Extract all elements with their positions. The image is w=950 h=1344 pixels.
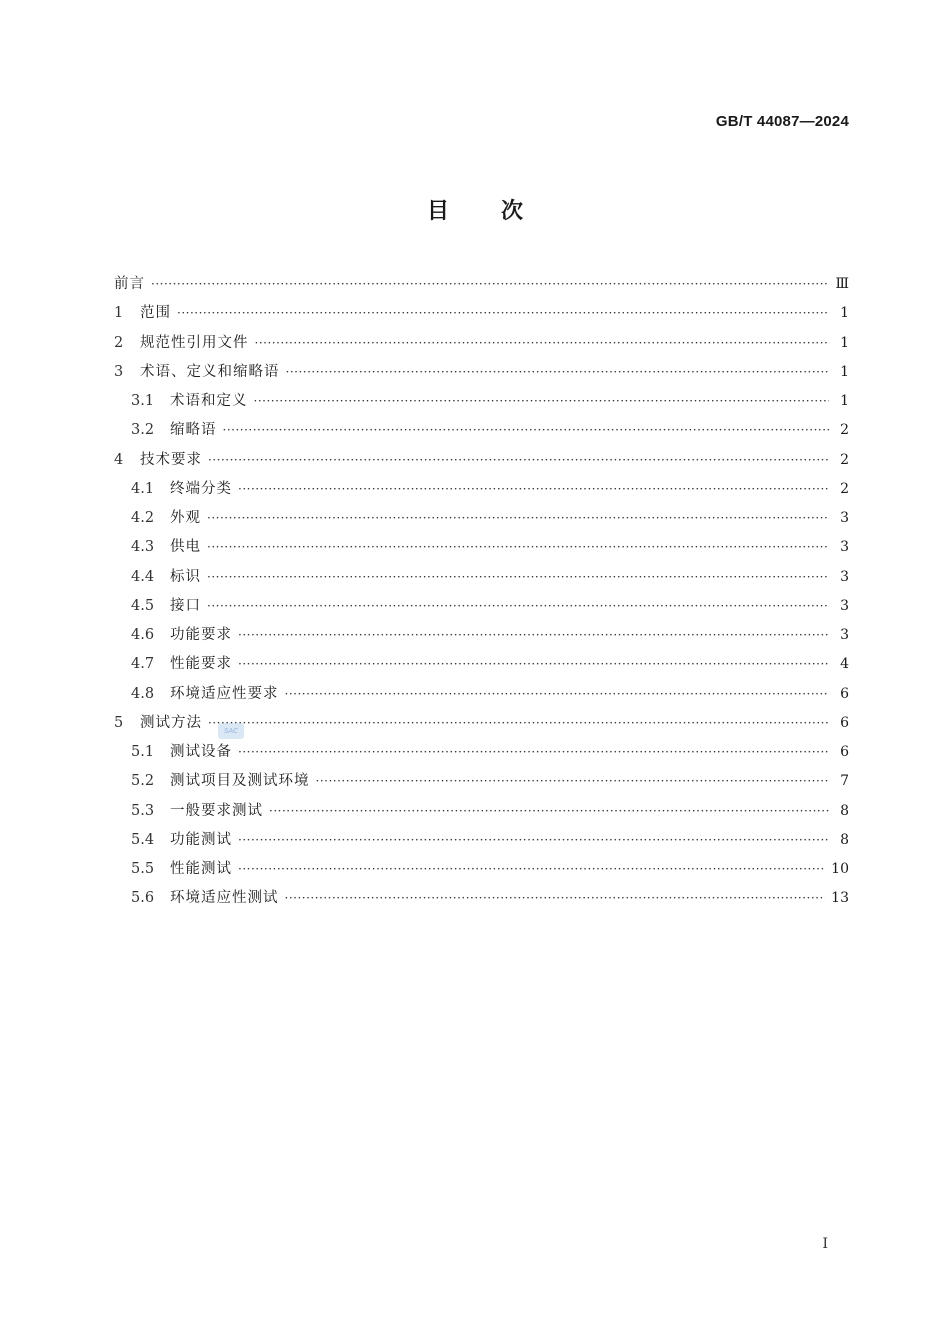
toc-entry-page: 6 bbox=[840, 714, 849, 731]
toc-entry-number: 4.4 bbox=[131, 568, 155, 585]
toc-entry[interactable] bbox=[114, 797, 849, 826]
toc-entry-page: 3 bbox=[840, 597, 849, 614]
toc-entry[interactable] bbox=[114, 738, 849, 767]
toc-leader-dots bbox=[207, 563, 829, 592]
toc-leader-dots bbox=[207, 592, 829, 621]
toc-entry[interactable] bbox=[114, 650, 849, 679]
table-of-contents bbox=[114, 270, 849, 914]
toc-entry-number: 4.8 bbox=[131, 685, 155, 702]
toc-entry[interactable] bbox=[114, 563, 849, 592]
toc-entry-number: 4.5 bbox=[131, 597, 155, 614]
toc-entry-page: Ⅲ bbox=[835, 276, 849, 292]
toc-entry[interactable] bbox=[114, 884, 849, 913]
toc-leader-dots bbox=[208, 709, 829, 738]
page-title: 目次 bbox=[426, 199, 575, 224]
toc-leader-dots bbox=[269, 797, 829, 826]
toc-entry-page: 6 bbox=[840, 744, 849, 760]
toc-entry-page: 1 bbox=[840, 305, 849, 322]
toc-entry[interactable] bbox=[114, 621, 849, 650]
toc-entry-page: 3 bbox=[840, 568, 849, 585]
toc-entry-label: 术语和定义 bbox=[170, 393, 248, 409]
toc-entry[interactable] bbox=[114, 533, 849, 562]
toc-entry[interactable] bbox=[114, 416, 849, 445]
toc-entry-label: 缩略语 bbox=[170, 422, 217, 439]
toc-entry-number: 2 bbox=[114, 334, 124, 351]
toc-entry-page: 2 bbox=[840, 451, 849, 468]
toc-entry-number: 4.7 bbox=[131, 656, 155, 673]
toc-entry-page: 10 bbox=[831, 861, 849, 877]
toc-entry-page: 2 bbox=[840, 480, 849, 497]
toc-leader-dots bbox=[255, 329, 830, 358]
toc-entry[interactable] bbox=[114, 680, 849, 709]
toc-leader-dots bbox=[286, 358, 830, 387]
toc-entry-page: 1 bbox=[840, 393, 849, 409]
toc-entry-number: 3.2 bbox=[131, 422, 155, 439]
toc-entry[interactable] bbox=[114, 329, 849, 358]
toc-entry-page: 8 bbox=[840, 802, 849, 819]
toc-entry-page: 2 bbox=[840, 422, 849, 439]
toc-entry[interactable] bbox=[114, 270, 849, 299]
toc-entry-number: 4.1 bbox=[131, 480, 155, 497]
toc-entry-page: 6 bbox=[840, 685, 849, 702]
toc-entry-number: 5.6 bbox=[131, 890, 155, 907]
toc-entry[interactable] bbox=[114, 855, 849, 884]
toc-entry-label: 测试项目及测试环境 bbox=[170, 773, 310, 790]
toc-entry-label: 性能测试 bbox=[170, 861, 232, 877]
toc-leader-dots bbox=[285, 680, 830, 709]
toc-entry-label: 前言 bbox=[114, 276, 145, 292]
toc-entry-number: 1 bbox=[114, 305, 124, 322]
toc-entry-page: 1 bbox=[840, 334, 849, 351]
toc-entry[interactable] bbox=[114, 358, 849, 387]
toc-entry-label: 终端分类 bbox=[170, 480, 232, 497]
watermark-logo: SAC bbox=[218, 723, 244, 739]
toc-entry-number: 5.5 bbox=[131, 861, 155, 877]
toc-leader-dots bbox=[238, 475, 829, 504]
toc-entry[interactable] bbox=[114, 767, 849, 796]
toc-entry-number: 5.4 bbox=[131, 831, 155, 848]
toc-entry-label: 范围 bbox=[140, 305, 171, 322]
toc-entry-label: 规范性引用文件 bbox=[140, 334, 249, 351]
toc-entry-label: 环境适应性要求 bbox=[170, 685, 279, 702]
toc-leader-dots bbox=[177, 299, 829, 328]
toc-entry-label: 功能要求 bbox=[170, 627, 232, 643]
toc-entry-label: 测试设备 bbox=[170, 744, 232, 760]
toc-leader-dots bbox=[238, 826, 829, 855]
toc-entry-number: 3.1 bbox=[131, 393, 155, 409]
toc-entry-number: 3 bbox=[114, 363, 124, 380]
toc-leader-dots bbox=[151, 270, 829, 299]
toc-entry-page: 3 bbox=[840, 510, 849, 526]
toc-entry-label: 环境适应性测试 bbox=[170, 890, 279, 907]
toc-entry-label: 标识 bbox=[170, 568, 201, 585]
toc-entry-page: 3 bbox=[840, 627, 849, 643]
toc-leader-dots bbox=[238, 650, 829, 679]
toc-entry-page: 1 bbox=[840, 363, 849, 380]
toc-leader-dots bbox=[285, 884, 826, 913]
toc-entry[interactable] bbox=[114, 504, 849, 533]
toc-entry-page: 8 bbox=[840, 831, 849, 848]
toc-entry[interactable] bbox=[114, 826, 849, 855]
toc-entry-number: 5 bbox=[114, 714, 124, 731]
toc-entry[interactable] bbox=[114, 299, 849, 328]
toc-entry-label: 供电 bbox=[170, 539, 201, 556]
standard-code: GB/T 44087—2024 bbox=[715, 113, 849, 130]
toc-leader-dots bbox=[207, 504, 829, 533]
toc-entry-page: 13 bbox=[831, 890, 849, 907]
toc-leader-dots bbox=[238, 855, 825, 884]
toc-leader-dots bbox=[223, 416, 830, 445]
toc-entry-label: 一般要求测试 bbox=[170, 802, 263, 819]
toc-entry-number: 5.1 bbox=[131, 744, 155, 760]
toc-entry-label: 性能要求 bbox=[170, 656, 232, 673]
toc-entry-label: 外观 bbox=[170, 510, 201, 526]
toc-entry-number: 4.6 bbox=[131, 627, 155, 643]
toc-leader-dots bbox=[208, 446, 829, 475]
toc-leader-dots bbox=[238, 738, 829, 767]
toc-entry-label: 功能测试 bbox=[170, 831, 232, 848]
toc-entry-label: 技术要求 bbox=[140, 451, 202, 468]
toc-entry-number: 4 bbox=[114, 451, 124, 468]
toc-entry-label: 接口 bbox=[170, 597, 201, 614]
toc-entry-page: 4 bbox=[840, 656, 849, 673]
toc-entry-number: 5.3 bbox=[131, 802, 155, 819]
toc-entry-number: 4.3 bbox=[131, 539, 155, 556]
toc-entry[interactable] bbox=[114, 387, 849, 416]
toc-entry-label: 测试方法 bbox=[140, 714, 202, 731]
toc-entry-number: 5.2 bbox=[131, 773, 155, 790]
toc-leader-dots bbox=[316, 767, 830, 796]
toc-leader-dots bbox=[238, 621, 829, 650]
toc-entry[interactable] bbox=[114, 475, 849, 504]
toc-entry-page: 3 bbox=[840, 539, 849, 556]
toc-entry[interactable] bbox=[114, 446, 849, 475]
page-number: I bbox=[822, 1236, 828, 1252]
toc-entry-number: 4.2 bbox=[131, 510, 155, 526]
toc-entry-label: 术语、定义和缩略语 bbox=[140, 363, 280, 380]
toc-entry-page: 7 bbox=[840, 773, 849, 790]
toc-leader-dots bbox=[207, 533, 829, 562]
toc-leader-dots bbox=[254, 387, 830, 416]
toc-entry[interactable] bbox=[114, 592, 849, 621]
